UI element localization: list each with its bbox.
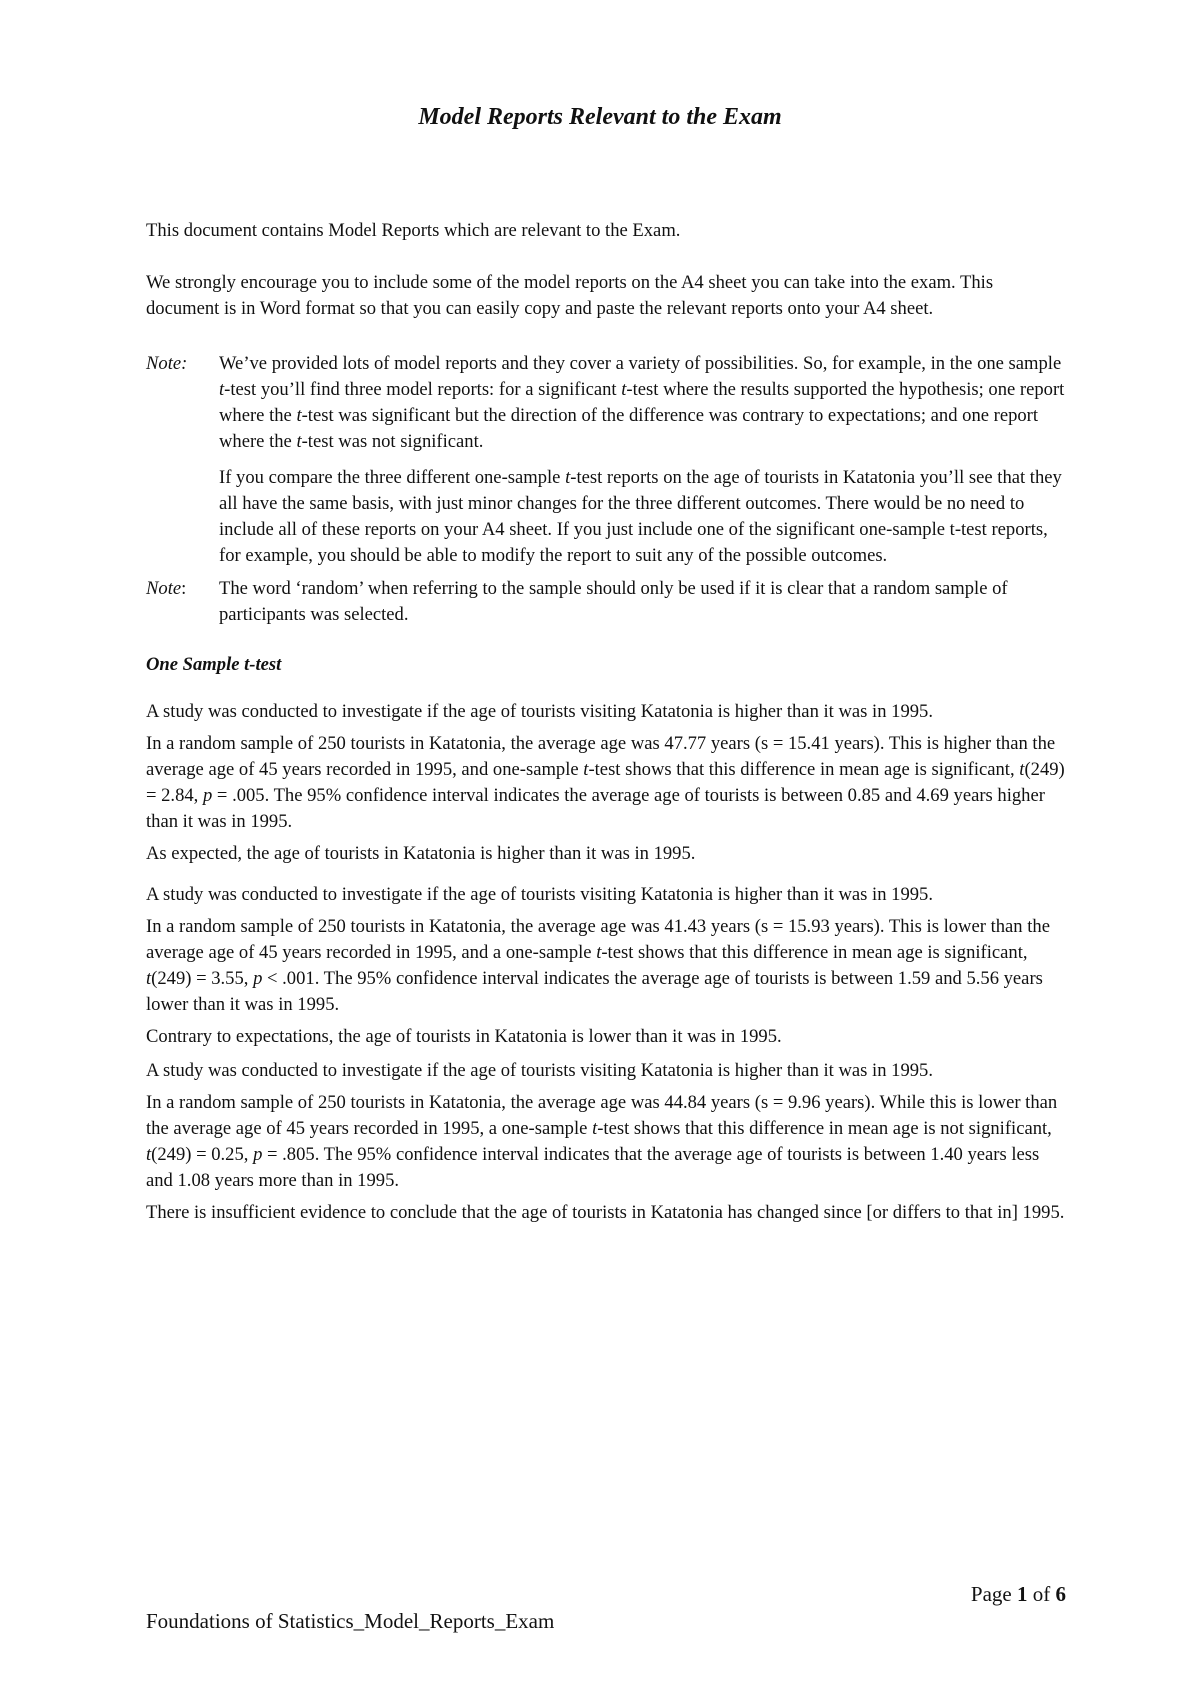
note-label-colon: : <box>181 578 187 599</box>
page-current: 1 <box>1017 1582 1028 1606</box>
note-body-1 <box>219 351 1066 569</box>
italic-t: t <box>146 1144 152 1165</box>
encourage-paragraph: We strongly encourage you to include some of the model reports on the A4 sheet you can take into the exam. This document is in Word format so that you can easily copy and paste the relevant reports onto your A4 sheet. <box>146 272 994 319</box>
text-run: = .805. The 95% confidence interval indicates that the average age of tourists is between 1.40 years less and 1.08 years more than in 1995. <box>146 1144 1040 1191</box>
page-word: Page <box>970 1582 1012 1606</box>
note-label-1: Note: <box>146 353 188 374</box>
italic-t: t <box>1019 759 1025 780</box>
note-body-2 <box>219 576 1066 628</box>
text-run: -test was significant but the direction of the difference was contrary to expectations; and one report where the <box>219 405 1039 452</box>
text-run: -test was not significant. <box>301 431 484 452</box>
document-title: Model Reports Relevant to the Exam <box>418 104 782 130</box>
italic-t: t <box>592 1118 598 1139</box>
note-label-text: Note <box>146 578 182 599</box>
page-total: 6 <box>1055 1582 1066 1606</box>
text-run: -test reports on the age of tourists in Katatonia you’ll see that they all have the same basis, with just minor changes for the three different outcomes. There would be no need to include all of these reports on your A4 sheet. If you just include one of the significant one-sample t-test reports, for example, you should be able to modify the report to suit any of the possible outcomes. <box>219 467 1062 566</box>
section-heading: One Sample t-test <box>146 654 282 675</box>
text-run: In a random sample of 250 tourists in Katatonia, the average age was 47.77 years (s = 15.41 years). This is higher than the average age of 45 years recorded in 1995, and one-sample <box>146 733 1056 780</box>
report-3 <box>146 1058 1066 1226</box>
report-1 <box>146 699 1066 867</box>
note1-paragraph-2 <box>219 465 1066 569</box>
italic-p: p <box>202 785 213 806</box>
italic-t: t <box>219 379 225 400</box>
note2-paragraph: The word ‘random’ when referring to the sample should only be used if it is clear that a random sample of participants was selected. <box>219 578 1008 625</box>
text-run: In a random sample of 250 tourists in Katatonia, the average age was 41.43 years (s = 15.93 years). This is lower than the average age of 45 years recorded in 1995, and a one-sample <box>146 916 1050 963</box>
report-results <box>146 1090 1066 1194</box>
report-2 <box>146 882 1066 1050</box>
italic-p: p <box>253 1144 263 1165</box>
page-number <box>971 1582 1066 1607</box>
note-label-2 <box>146 576 219 628</box>
report-results <box>146 914 1066 1018</box>
report-intro: A study was conducted to investigate if the age of tourists visiting Katatonia is higher than it was in 1995. <box>146 1060 934 1081</box>
report-conclusion: Contrary to expectations, the age of tourists in Katatonia is lower than it was in 1995. <box>146 1026 782 1047</box>
text-run: -test shows that this difference in mean age is not significant, <box>597 1118 1052 1139</box>
text-run: If you compare the three different one-sample <box>219 467 566 488</box>
note-block-2 <box>146 576 1066 628</box>
text-run: We’ve provided lots of model reports and they cover a variety of possibilities. So, for example, in the one sample <box>219 353 1062 374</box>
italic-t: t <box>296 405 302 426</box>
report-intro: A study was conducted to investigate if the age of tourists visiting Katatonia is higher than it was in 1995. <box>146 701 934 722</box>
italic-t: t <box>146 968 152 989</box>
italic-t: t <box>296 431 302 452</box>
italic-t: t <box>565 467 571 488</box>
report-conclusion: As expected, the age of tourists in Katatonia is higher than it was in 1995. <box>146 843 696 864</box>
text-run: < .001. The 95% confidence interval indicates the average age of tourists is between 1.59 and 5.56 years lower than it was in 1995. <box>146 968 1043 1015</box>
note1-paragraph-1 <box>219 351 1066 455</box>
italic-t: t <box>596 942 602 963</box>
report-results <box>146 731 1066 835</box>
italic-p: p <box>253 968 263 989</box>
intro-paragraph: This document contains Model Reports which are relevant to the Exam. <box>146 220 681 241</box>
text-run: -test shows that this difference in mean age is significant, <box>588 759 1020 780</box>
text-run: -test shows that this difference in mean age is significant, <box>601 942 1028 963</box>
text-run: (249) = 0.25, <box>151 1144 254 1165</box>
report-intro: A study was conducted to investigate if the age of tourists visiting Katatonia is higher than it was in 1995. <box>146 884 934 905</box>
text-run: -test you’ll find three model reports: for a significant <box>224 379 622 400</box>
italic-t: t <box>583 759 589 780</box>
text-run: (249) = 2.84, <box>146 759 1065 806</box>
text-run: = .005. The 95% confidence interval indicates the average age of tourists is between 0.85 and 4.69 years higher than it was in 1995. <box>146 785 1045 832</box>
text-run: -test where the results supported the hypothesis; one report where the <box>219 379 1065 426</box>
text-run: In a random sample of 250 tourists in Katatonia, the average age was 44.84 years (s = 9.96 years). While this is lower than the average age of 45 years recorded in 1995, a one-sample <box>146 1092 1058 1139</box>
of-word: of <box>1032 1582 1051 1606</box>
report-conclusion: There is insufficient evidence to conclude that the age of tourists in Katatonia has changed since [or differs to that in] 1995. <box>146 1202 1065 1223</box>
footer-document-name: Foundations of Statistics_Model_Reports_Exam <box>146 1609 555 1633</box>
text-run: (249) = 3.55, <box>151 968 254 989</box>
italic-t: t <box>621 379 627 400</box>
document-body <box>146 218 1066 1226</box>
note-block-1 <box>146 351 1066 569</box>
